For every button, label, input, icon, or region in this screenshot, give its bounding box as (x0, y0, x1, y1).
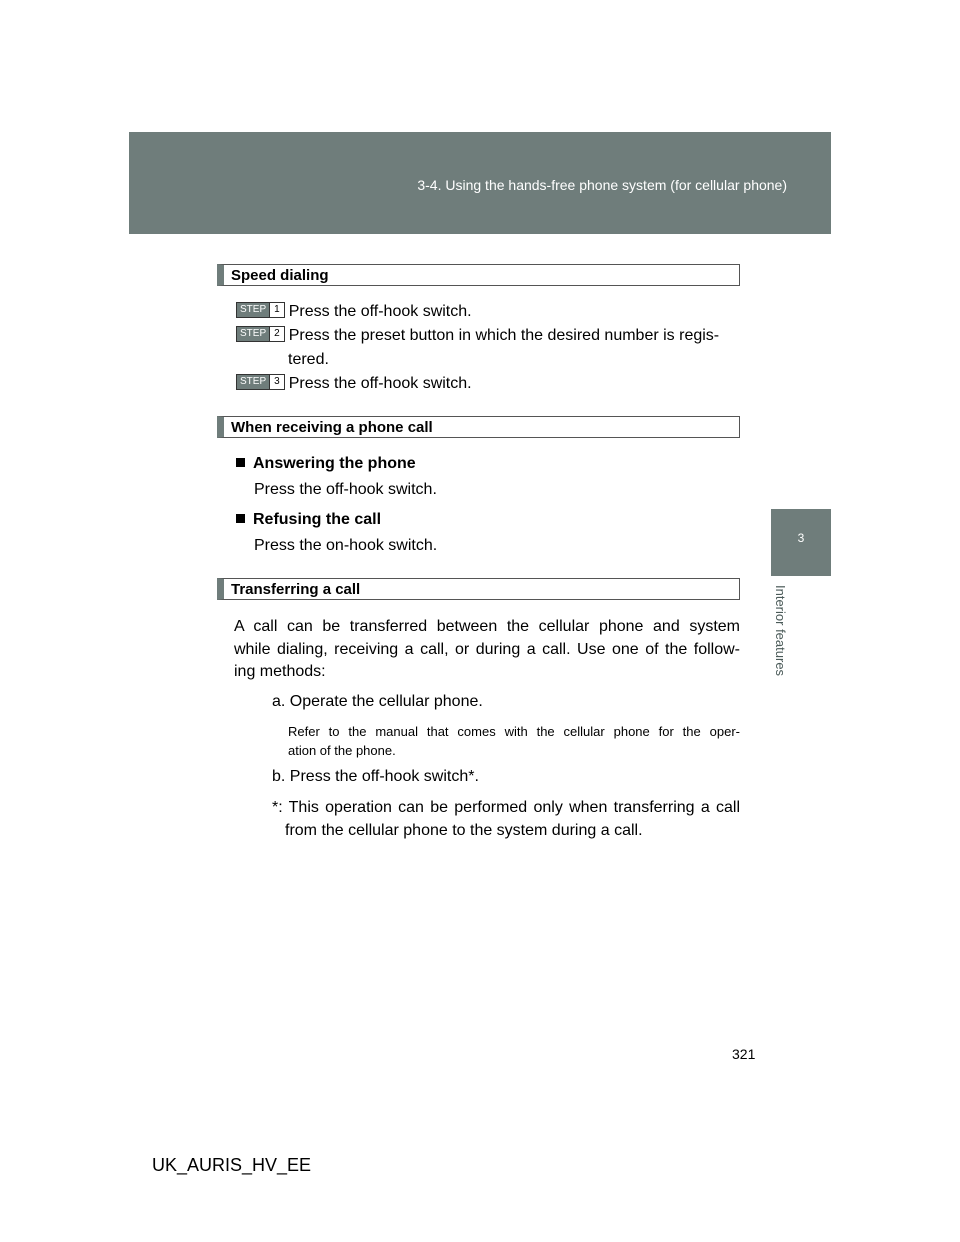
step-2 (236, 324, 742, 348)
step-badge (236, 326, 285, 342)
chapter-label-text: Interior features (773, 585, 788, 677)
document-code: UK_AURIS_HV_EE (152, 1155, 312, 1175)
option-a: a. Operate the cellular phone. (272, 693, 483, 710)
step-badge (236, 374, 285, 390)
option-a-note-line1: Refer to the manual that comes with the cellular phone for the oper- (288, 724, 740, 739)
chapter-label (773, 585, 797, 685)
step-1 (236, 300, 472, 324)
step-2-continuation: tered. (288, 351, 329, 368)
heading-receiving-call (217, 416, 740, 438)
item-answering-text: Press the off-hook switch. (254, 481, 437, 498)
item-refusing-text: Press the on-hook switch. (254, 537, 438, 554)
heading-transferring-call-text: Transferring a call (231, 581, 361, 598)
item-refusing-title (236, 508, 381, 532)
header-band (129, 132, 831, 234)
step-number: 3 (269, 375, 284, 389)
step-number: 2 (269, 327, 284, 341)
heading-transferring-call (217, 578, 740, 600)
page-number: 321 (732, 1046, 756, 1062)
heading-speed-dialing (217, 264, 740, 286)
footnote-line2: from the cellular phone to the system during a call. (285, 822, 643, 839)
item-title-text: Answering the phone (253, 455, 416, 472)
step-word: STEP (237, 303, 269, 317)
item-title-text: Refusing the call (253, 511, 382, 528)
step-text: Press the off-hook switch. (288, 375, 472, 392)
option-b: b. Press the off-hook switch*. (272, 768, 479, 785)
square-bullet-icon (236, 514, 245, 523)
step-word: STEP (237, 375, 269, 389)
step-number: 1 (269, 303, 284, 317)
step-3 (236, 372, 472, 396)
heading-speed-dialing-text: Speed dialing (231, 267, 329, 284)
square-bullet-icon (236, 458, 245, 467)
transfer-intro-line2: while dialing, receiving a call, or during a call. Use one of the follow- (234, 641, 740, 658)
step-text: Press the off-hook switch. (288, 303, 472, 320)
step-badge (236, 302, 285, 318)
heading-receiving-call-text: When receiving a phone call (231, 419, 433, 436)
option-a-note-line2: ation of the phone. (288, 743, 396, 758)
footnote-line1: *: This operation can be performed only when transferring a call (272, 799, 740, 816)
section-title: 3-4. Using the hands-free phone system (for cellular phone) (417, 177, 787, 193)
chapter-number: 3 (797, 531, 805, 545)
step-word: STEP (237, 327, 269, 341)
transfer-intro-line1: A call can be transferred between the cellular phone and system (234, 618, 740, 635)
step-text-line1: Press the preset button in which the desired number is regis- (288, 327, 720, 344)
item-answering-title (236, 452, 416, 476)
chapter-tab (771, 509, 831, 576)
transfer-intro-line3: ing methods: (234, 663, 326, 680)
